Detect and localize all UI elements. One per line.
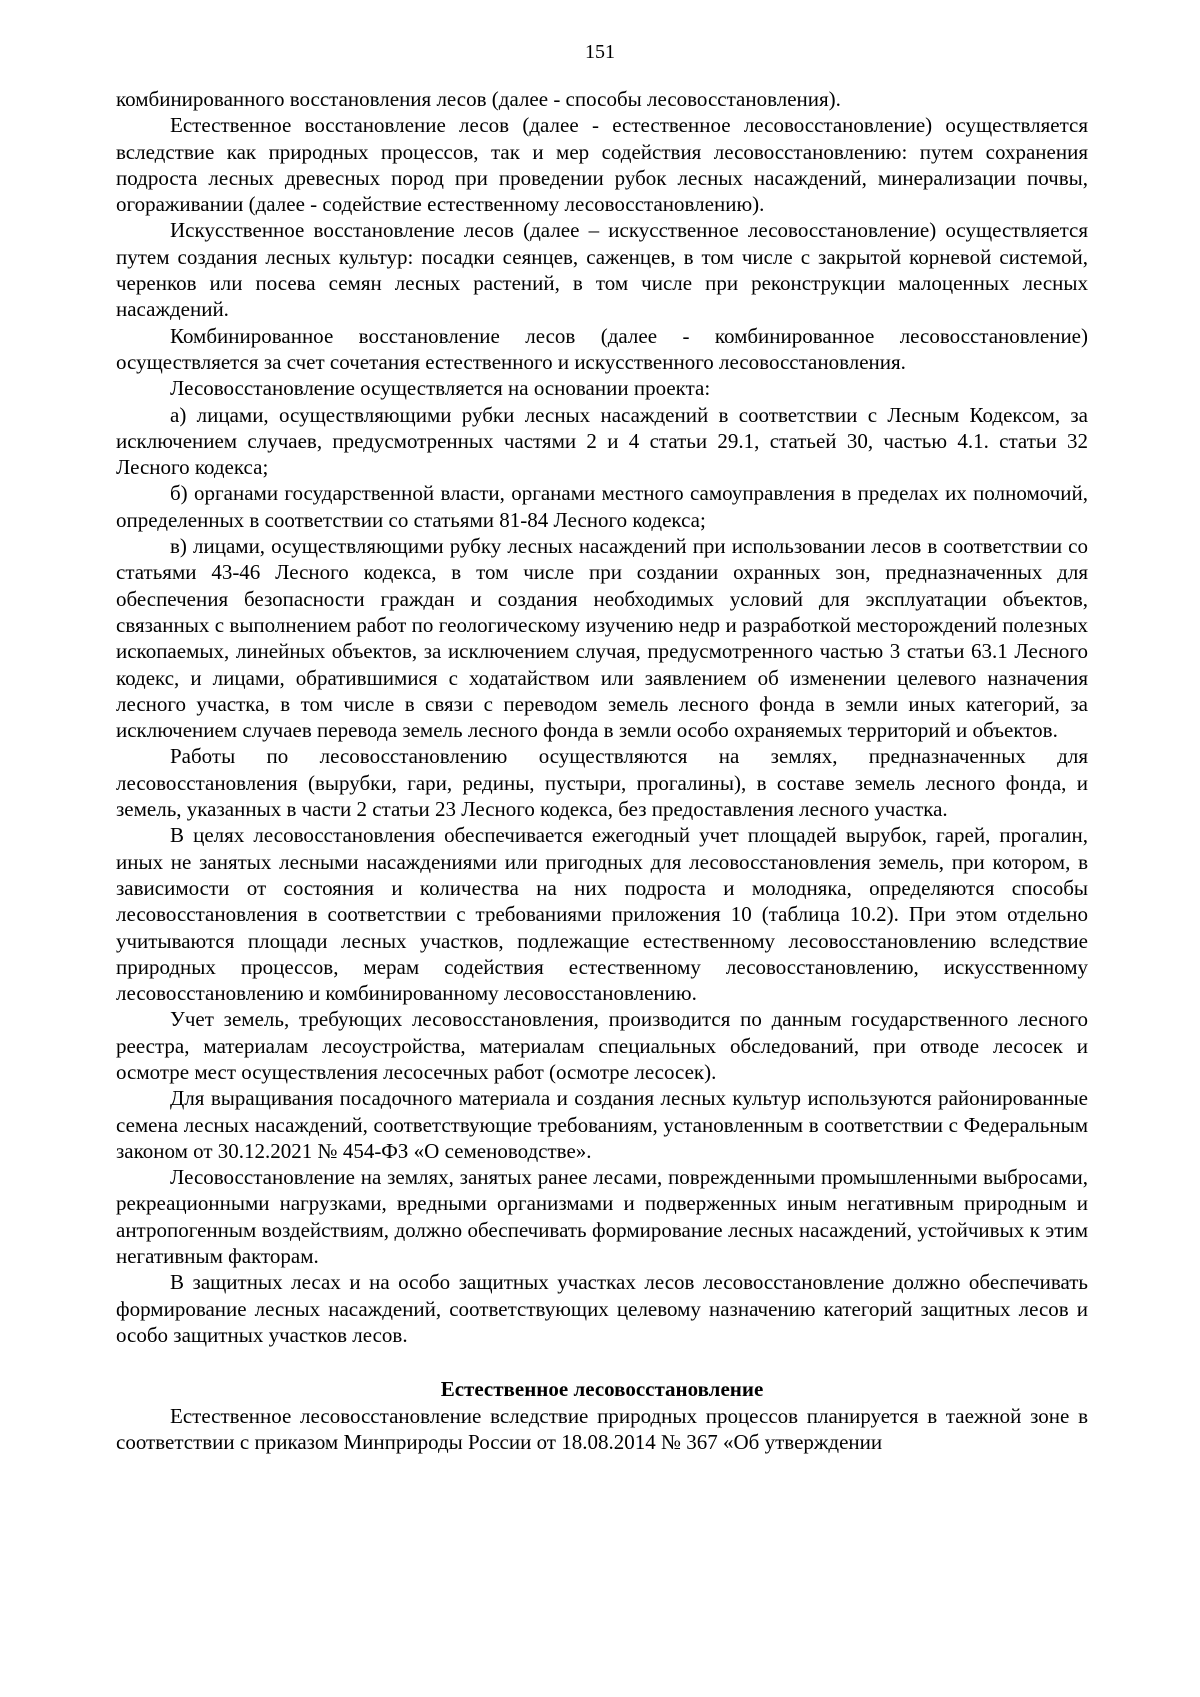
paragraph-continuation: комбинированного восстановления лесов (далее - способы лесовосстановления). xyxy=(116,87,841,111)
paragraph-damaged-forests: Лесовосстановление на землях, занятых ранее лесами, поврежденными промышленными выбросами, рекреационными нагрузками, вредными организмами и подверженных иным негативным природным и антропогенным воздействиям, должно обеспечивать формирование лесных насаждений, устойчивых к этим негативным факторам. xyxy=(116,1165,1088,1269)
section-heading: Естественное лесовосстановление xyxy=(440,1377,764,1402)
paragraph-works-lands: Работы по лесовосстановлению осуществляются на землях, предназначенных для лесовосстановления (вырубки, гари, редины, пустыри, прогалины), в составе земель лесного фонда, и земель, указанных в части 2 статьи 23 Лесного кодекса, без предоставления лесного участка. xyxy=(116,744,1088,822)
paragraph-combined-restoration: Комбинированное восстановление лесов (далее - комбинированное лесовосстановление) осуществляется за счет сочетания естественного и искусственного лесовосстановления. xyxy=(116,323,1088,374)
paragraph-natural-restoration: Естественное восстановление лесов (далее - естественное лесовосстановление) осуществляется вследствие как природных процессов, так и мер содействия лесовосстановлению: путем сохранения подроста лесных древесных пород при проведении рубок лесных насаждений, минерализации почвы, огораживании (далее - содействие естественному лесовосстановлению). xyxy=(116,113,1088,217)
page-number: 151 xyxy=(585,41,615,63)
paragraph-protective-forests: В защитных лесах и на особо защитных участках лесов лесовосстановление должно обеспечивать формирование лесных насаждений, соответствующих целевому назначению категорий защитных лесов и особо защитных участков лесов. xyxy=(116,1270,1088,1347)
paragraph-artificial-restoration: Искусственное восстановление лесов (далее – искусственное лесовосстановление) осуществляется путем создания лесных культур: посадки сеянцев, саженцев, в том числе с закрытой корневой системой, черенков или посева семян лесных растений, в том числе при реконструкции малоценных лесных насаждений. xyxy=(116,218,1088,322)
paragraph-land-accounting: Учет земель, требующих лесовосстановления, производится по данным государственного лесного реестра, материалам лесоустройства, материалам специальных обследований, при отводе лесосек и осмотре мест осуществления лесосечных работ (осмотре лесосек). xyxy=(116,1007,1088,1084)
list-item-v: в) лицами, осуществляющими рубку лесных насаждений при использовании лесов в соответствии со статьями 43-46 Лесного кодекса, в том числе при создании охранных зон, предназначенных для обеспечения безопасности граждан и создания необходимых условий для эксплуатации объектов, связанных с выполнением работ по геологическому изучению недр и разработкой месторождений полезных ископаемых, линейных объектов, за исключением случая, предусмотренного частью 3 статьи 63.1 Лесного кодекс, и лицами, обратившимися с ходатайством или заявлением об изменении целевого назначения лесного участка, в том числе в связи с переводом земель лесного фонда в земли иных категорий, за исключением случаев перевода земель лесного фонда в земли особо охраняемых территорий и объектов. xyxy=(116,534,1088,743)
section-paragraph: Естественное лесовосстановление вследствие природных процессов планируется в таежной зоне в соответствии с приказом Минприроды России от 18.08.2014 № 367 «Об утверждении xyxy=(116,1403,1088,1454)
document-body xyxy=(116,86,1088,1455)
paragraph-project-basis: Лесовосстановление осуществляется на основании проекта: xyxy=(170,376,711,401)
list-item-b: б) органами государственной власти, органами местного самоуправления в пределах их полномочий, определенных в соответствии со статьями 81-84 Лесного кодекса; xyxy=(116,481,1088,532)
list-item-a: а) лицами, осуществляющими рубки лесных насаждений в соответствии с Лесным Кодексом, за исключением случаев, предусмотренных частями 2 и 4 статьи 29.1, статьей 30, частью 4.1. статьи 32 Лесного кодекса; xyxy=(116,402,1088,480)
paragraph-seeds: Для выращивания посадочного материала и создания лесных культур используются районированные семена лесных насаждений, соответствующие требованиям, установленным в соответствии с Федеральным законом от 30.12.2021 № 454-ФЗ «О семеноводстве». xyxy=(116,1086,1088,1163)
paragraph-annual-accounting: В целях лесовосстановления обеспечивается ежегодный учет площадей вырубок, гарей, прогалин, иных не занятых лесными насаждениями или пригодных для лесовосстановления земель, при котором, в зависимости от состояния и количества на них подроста и молодняка, определяются способы лесовосстановления в соответствии с требованиями приложения 10 (таблица 10.2). При этом отдельно учитываются площади лесных участков, подлежащие естественному лесовосстановлению вследствие природных процессов, мерам содействия естественному лесовосстановлению, искусственному лесовосстановлению и комбинированному лесовосстановлению. xyxy=(116,823,1088,1006)
